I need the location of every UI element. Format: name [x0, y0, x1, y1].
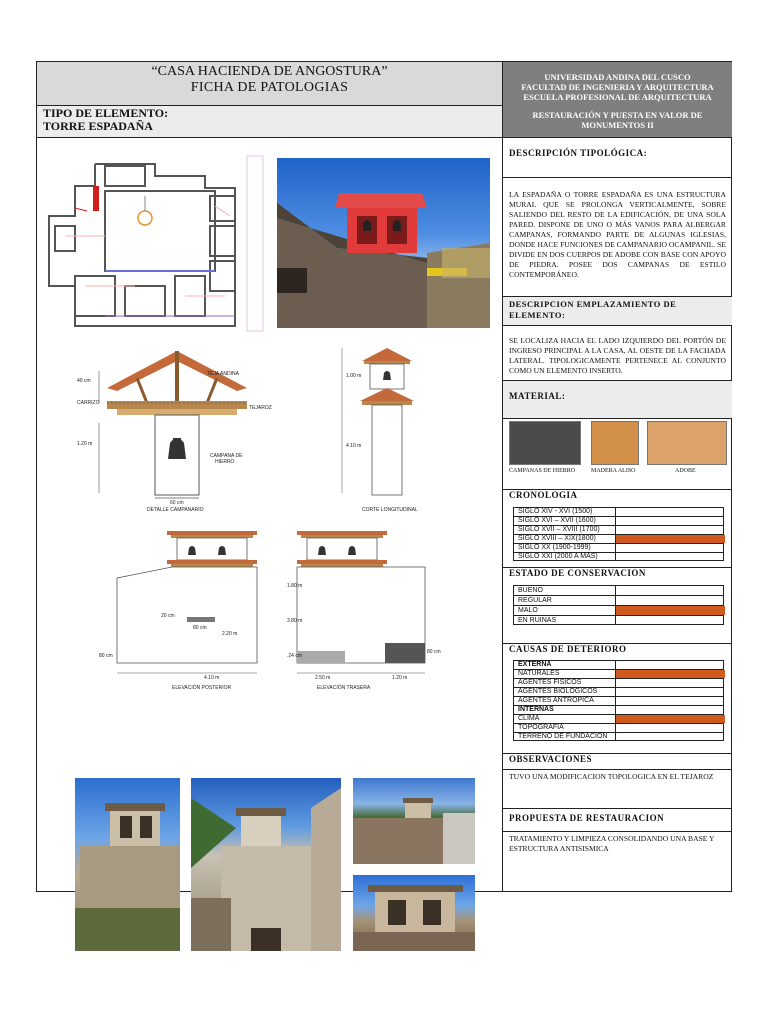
- espadana-photo: [277, 158, 490, 328]
- row-mark-cell: [615, 544, 725, 552]
- label-dim-80b: 80 cm: [99, 653, 113, 659]
- label-dim-250: 2.50 m: [315, 675, 331, 681]
- label-carrizo: CARRIZO: [77, 400, 100, 406]
- row-label: CLIMA: [518, 715, 540, 722]
- element-type-block: [37, 106, 503, 138]
- course-name-1: RESTAURACIÓN Y PUESTA EN VALOR DE: [532, 110, 703, 120]
- row-mark-cell: [615, 706, 725, 714]
- label-dim-410b: 4.10 m: [204, 675, 220, 681]
- university-name: UNIVERSIDAD ANDINA DEL CUSCO: [544, 72, 691, 82]
- table-row: [513, 705, 724, 714]
- row-mark-cell: [615, 697, 725, 705]
- row-label: SIGLO XVI – XVII (1600): [518, 517, 596, 524]
- propuesta-title: PROPUESTA DE RESTAURACION: [509, 813, 665, 823]
- table-row: [513, 687, 724, 696]
- row-mark-cell: [615, 670, 725, 678]
- label-hierro: HIERRO: [215, 459, 235, 465]
- swatch-iron: [509, 421, 581, 465]
- emplazamiento-body: [503, 326, 732, 381]
- material-label-wood: MADERA ALISO: [591, 468, 636, 474]
- table-row: [513, 669, 724, 678]
- observaciones-body: [503, 770, 732, 809]
- descripcion-body: [503, 178, 732, 297]
- school-name: ESCUELA PROFESIONAL DE ARQUITECTURA: [523, 92, 712, 102]
- row-label: SIGLO XX (1900-1999): [518, 544, 591, 551]
- table-row: [513, 552, 724, 561]
- row-mark-cell: [615, 616, 725, 625]
- title-block: [37, 62, 503, 106]
- row-label: SIGLO XIV - XVI (1500): [518, 508, 593, 515]
- element-type-value: TORRE ESPADAÑA: [43, 119, 153, 133]
- table-row: [513, 585, 724, 595]
- label-dim-120: 1.20 m: [77, 441, 93, 447]
- causas-section: [503, 644, 732, 754]
- row-label: SIGLO XVIII – XIX(1800): [518, 535, 596, 542]
- label-dim-24: .24 cm: [287, 653, 303, 659]
- table-row: [513, 660, 724, 669]
- label-dim-40: 40 cm: [77, 378, 91, 384]
- cronologia-section: [503, 490, 732, 568]
- table-row: [513, 714, 724, 723]
- label-teja-andina: TEJA ANDINA: [207, 371, 239, 377]
- table-row: [513, 543, 724, 552]
- row-mark-cell: [615, 596, 725, 605]
- bell-detail-drawing: [77, 343, 277, 515]
- label-dim-20: 20 cm: [161, 613, 175, 619]
- row-mark-cell: [615, 553, 725, 561]
- row-mark-cell: [615, 526, 725, 534]
- table-row: [513, 516, 724, 525]
- label-elev-posterior: ELEVACIÓN POSTERIOR: [172, 685, 232, 691]
- table-row: [513, 696, 724, 705]
- row-label: SIGLO XVII – XVIII (1700): [518, 526, 600, 533]
- row-mark-cell: [615, 535, 725, 543]
- causas-title: CAUSAS DE DETERIORO: [509, 644, 627, 654]
- row-mark-cell: [615, 688, 725, 696]
- photo-tower-front: [75, 778, 180, 951]
- table-row: [513, 723, 724, 732]
- row-label: AGENTES ANTROPICA: [518, 697, 594, 704]
- back-elevation-drawing: [287, 523, 441, 693]
- row-label: NATURALES: [518, 670, 560, 677]
- observaciones-header: [503, 754, 732, 770]
- table-row: [513, 732, 724, 741]
- row-mark-cell: [615, 724, 725, 732]
- table-row: [513, 678, 724, 687]
- photo-tower-closeup: [353, 875, 475, 951]
- graphics-panel: [37, 138, 503, 892]
- row-mark-cell: [615, 508, 725, 516]
- photo-tower-courtyard: [191, 778, 341, 951]
- row-label: TERRENO DE FUNDACION: [518, 733, 608, 740]
- label-corte: CORTE LONGITUDINAL: [362, 507, 418, 513]
- label-dim-80c: 80 cm: [427, 649, 441, 655]
- row-mark-cell: [615, 517, 725, 525]
- observaciones-text: TUVO UNA MODIFICACION TOPOLOGICA EN EL TEJAROZ: [509, 772, 714, 781]
- conservacion-title: ESTADO DE CONSERVACION: [509, 568, 646, 578]
- table-row: [513, 605, 724, 615]
- row-label: TOPOGRAFIA: [518, 724, 564, 731]
- table-row: [513, 615, 724, 625]
- row-label: INTERNAS: [518, 706, 554, 713]
- table-row: [513, 595, 724, 605]
- institution-block: [503, 62, 732, 138]
- floor-plan-image: [45, 156, 263, 331]
- row-label: AGENTES FISICOS: [518, 679, 582, 686]
- conservacion-section: [503, 568, 732, 644]
- label-detalle: DETALLE CAMPANARIO: [147, 507, 204, 513]
- element-type-label: TIPO DE ELEMENTO:: [43, 106, 169, 120]
- label-dim-380: 3.80 m: [287, 618, 303, 624]
- row-label: SIGLO XXI (2000 A MAS): [518, 553, 598, 560]
- row-mark-cell: [615, 586, 725, 595]
- emplazamiento-title: DESCRIPCION EMPLAZAMIENTO DE ELEMENTO:: [509, 299, 677, 320]
- propuesta-header: [503, 809, 732, 832]
- row-label: EXTERNA: [518, 661, 552, 668]
- row-label: EN RUINAS: [518, 617, 557, 624]
- propuesta-text: TRATAMIENTO Y LIMPIEZA CONSOLIDANDO UNA BASE Y ESTRUCTURA ANTISISMICA: [509, 834, 715, 853]
- material-body: [503, 419, 732, 490]
- row-mark-cell: [615, 661, 725, 669]
- descripcion-text: LA ESPADAÑA O TORRE ESPADAÑA ES UNA ESTRUCTURA MURAL QUE SE PROLONGA VERTICALMENTE, SOBRE SALIENDO DEL RESTO DE LA EDIFICACIÓN, DE UNA SOLA PARED. DISPONE DE UNO O MÁS VANOS PARA ALBERGAR CAMPANAS, FORMANDO PARTE DE ALGUNAS IGLESIAS, DONDE HACE FUNCIONES DE CAMPANARIO OCAMPANIL. SE DIVIDE EN DOS CUERPOS DE ADOBE CON BASE CON APOYO DE PIEDRA. POSEE DOS CAMPANAS DE ESTILO CONTEMPORÁNEO.: [509, 190, 726, 279]
- cronologia-title: CRONOLOGIA: [509, 490, 578, 500]
- label-elev-trasera: ELEVACIÓN TRASERA: [317, 685, 371, 691]
- row-label: AGENTES BIOLOGICOS: [518, 688, 598, 695]
- label-dim-180: 1.80 m: [287, 583, 303, 589]
- swatch-wood: [591, 421, 639, 465]
- descripcion-title: DESCRIPCIÓN TIPOLÓGICA:: [509, 148, 648, 158]
- descripcion-header: [503, 138, 732, 178]
- label-tejaroz: TEJAROZ: [249, 405, 272, 411]
- table-row: [513, 507, 724, 516]
- faculty-name: FACULTAD DE INGENIERIA Y ARQUITECTURA: [521, 82, 714, 92]
- material-label-iron: CAMPANAS DE HIERRO: [509, 468, 576, 474]
- propuesta-body: [503, 832, 732, 892]
- material-title: MATERIAL:: [509, 391, 566, 401]
- row-label: REGULAR: [518, 597, 552, 604]
- patologias-sheet: [36, 61, 732, 892]
- observaciones-title: OBSERVACIONES: [509, 754, 593, 764]
- sub-title: FICHA DE PATOLOGIAS: [190, 80, 349, 95]
- emplazamiento-text: SE LOCALIZA HACIA EL LADO IZQUIERDO DEL PORTÓN DE INGRESO PRINCIPAL A LA CASA, AL OESTE DE LA FACHADA LATERAL. TIPOLOGICAMENTE PERTENECE AL CONJUNTO COMO UN ELEMENTO INSERTO.: [509, 336, 726, 375]
- photo-tower-hillside: [353, 778, 475, 864]
- emplazamiento-header: [503, 297, 732, 326]
- swatch-adobe: [647, 421, 727, 465]
- table-row: [513, 534, 724, 543]
- label-dim-220: 2.20 m: [222, 631, 238, 637]
- label-dim-60: 60 cm: [170, 500, 184, 506]
- row-mark-cell: [615, 733, 725, 741]
- material-label-adobe: ADOBE: [675, 468, 696, 474]
- label-dim-100: 1.00 m: [346, 373, 362, 379]
- row-label: MALO: [518, 607, 538, 614]
- label-campana: CAMPANA DE: [210, 453, 243, 459]
- label-dim-80a: 80 cm: [193, 625, 207, 631]
- material-header: [503, 381, 732, 419]
- label-dim-120b: 1.20 m: [392, 675, 408, 681]
- row-mark-cell: [615, 715, 725, 723]
- row-mark-cell: [615, 606, 725, 615]
- rear-elevation-drawing: [77, 523, 277, 693]
- main-title: “CASA HACIENDA DE ANGOSTURA”: [151, 64, 388, 79]
- label-dim-410: 4.10 m: [346, 443, 362, 449]
- longitudinal-section-drawing: [332, 343, 432, 515]
- row-mark-cell: [615, 679, 725, 687]
- row-label: BUENO: [518, 587, 543, 594]
- course-name-2: MONUMENTOS II: [581, 120, 654, 130]
- info-panel: [503, 138, 732, 892]
- table-row: [513, 525, 724, 534]
